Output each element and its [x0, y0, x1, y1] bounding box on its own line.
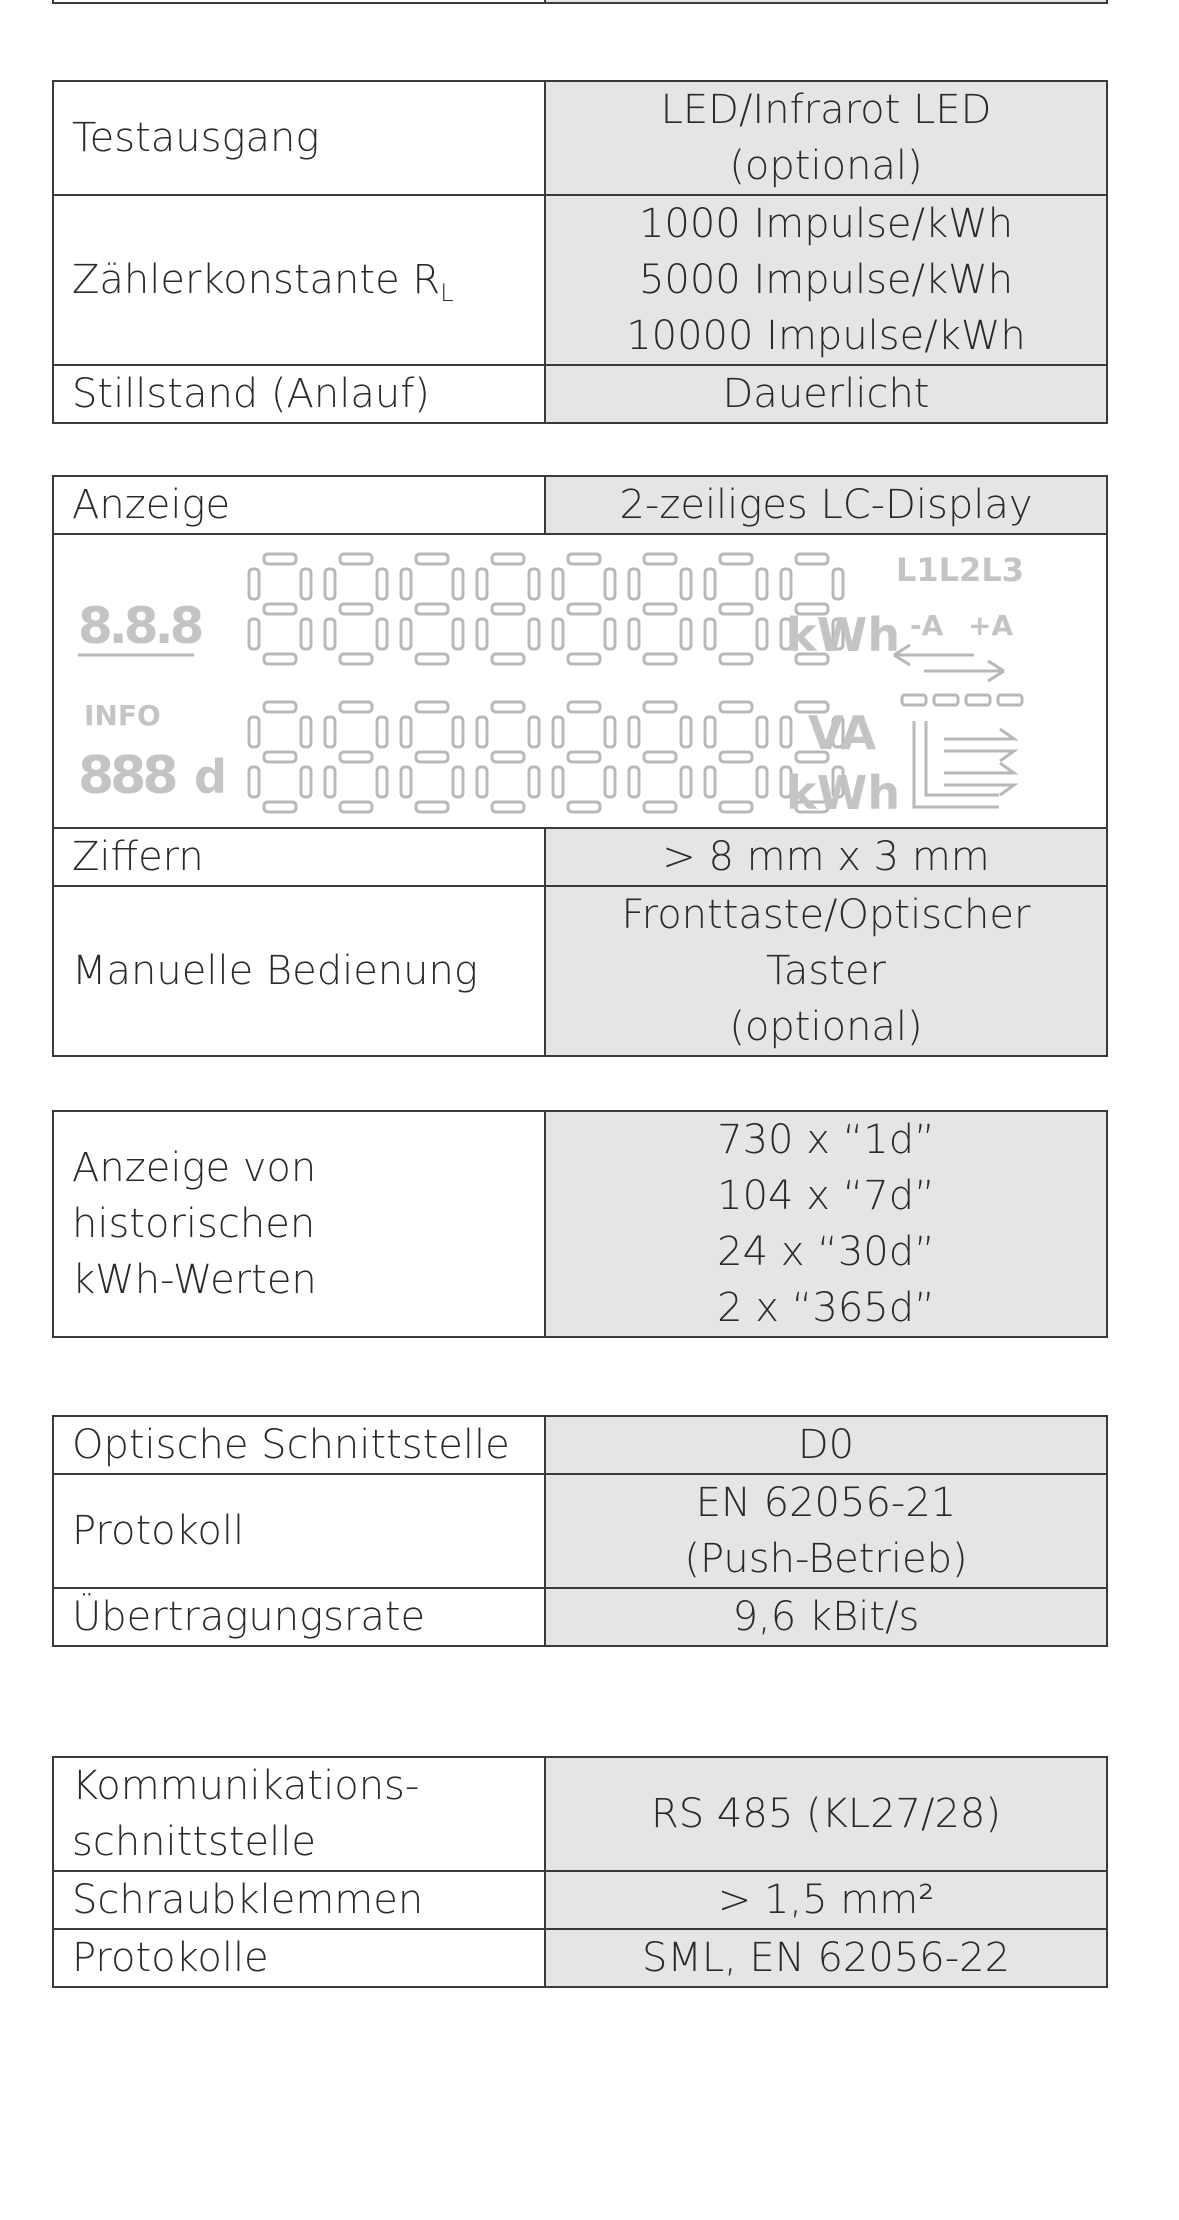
spec-value-line: EN 62056-21 [695, 1480, 957, 1526]
spec-label [53, 1757, 545, 1871]
table-row [53, 1757, 1107, 1871]
spec-table-communication [52, 1756, 1108, 1988]
lcd-digit [553, 554, 615, 664]
lcd-direction-plus: +A [968, 609, 1014, 642]
spec-label [53, 828, 545, 886]
spec-value [545, 1111, 1107, 1337]
spec-label-line: Anzeige [72, 482, 231, 528]
spec-label [53, 1871, 545, 1929]
spec-value [545, 1929, 1107, 1987]
spec-value-line: > 8 mm x 3 mm [662, 834, 990, 880]
spec-label-line: Manuelle Bedienung [72, 948, 478, 994]
table-row [53, 886, 1107, 1056]
spec-label-line: Optische Schnittstelle [72, 1422, 510, 1468]
spec-value-line: Dauerlicht [722, 371, 930, 417]
spec-label [53, 365, 545, 423]
table-row [53, 1588, 1107, 1646]
table-row [53, 1474, 1107, 1588]
spec-value [545, 195, 1107, 365]
spec-value-line: D0 [797, 1422, 855, 1468]
spec-label-line: schnittstelle [72, 1819, 316, 1865]
spec-label-text: Zählerkonstante R [72, 257, 441, 303]
lcd-phases: L1L2L3 [896, 551, 1024, 589]
spec-label [53, 0, 545, 3]
spec-value [545, 1588, 1107, 1646]
spec-value-line: 5000 Impulse/kWh [638, 257, 1014, 303]
spec-label-line: Kommunikations- [72, 1763, 420, 1809]
spec-value-line: 1000 Impulse/kWh [638, 201, 1014, 247]
segment-bar-icon [902, 695, 1022, 705]
double-arrow-box-icon [914, 721, 1014, 807]
lcd-digit [629, 702, 691, 812]
spec-value-line: 24 x “30d” [717, 1229, 935, 1275]
spec-table-test-output [52, 80, 1108, 424]
spec-value [545, 1871, 1107, 1929]
spec-label-line: Schraubklemmen [72, 1877, 424, 1923]
spec-value-line: RS 485 (KL27/28) [651, 1791, 1001, 1837]
lcd-row1-unit: kWh [786, 608, 901, 662]
spec-value-line: Fronttaste/Optischer Taster [621, 892, 1031, 994]
spec-label-line: historischen [72, 1201, 316, 1247]
spec-table-display [52, 475, 1108, 1057]
spec-table-history [52, 1110, 1108, 1338]
lcd-display-illustration [54, 535, 1110, 827]
spec-value [545, 828, 1107, 886]
spec-label-line: Testausgang [72, 115, 320, 161]
table-row [53, 534, 1107, 828]
spec-label-line: Protokolle [72, 1935, 269, 1981]
spec-value [545, 81, 1107, 195]
lcd-digit [325, 554, 387, 664]
spec-value [545, 886, 1107, 1056]
spec-value-line: 104 x “7d” [717, 1173, 935, 1219]
spec-label [53, 1929, 545, 1987]
spec-label-line: kWh-Werten [72, 1257, 317, 1303]
spec-table-optical-interface [52, 1415, 1108, 1647]
lcd-digit [553, 702, 615, 812]
table-row [53, 1416, 1107, 1474]
spec-value-line: 2-zeiliges LC-Display [619, 482, 1033, 528]
lcd-digit [401, 702, 463, 812]
spec-label-line: Stillstand (Anlauf) [72, 371, 430, 417]
lcd-digit [249, 554, 311, 664]
lcd-row2-prefix-suffix: d [194, 750, 227, 804]
table-row [53, 81, 1107, 195]
lcd-row2-digits [249, 702, 843, 812]
lcd-digit [705, 702, 767, 812]
spec-label [53, 195, 545, 365]
lcd-digit [705, 554, 767, 664]
spec-label-line [72, 252, 526, 308]
lcd-digit [325, 702, 387, 812]
table-row [53, 195, 1107, 365]
spec-label-line: Ziffern [72, 834, 204, 880]
spec-value-line: 2 x “365d” [717, 1285, 935, 1331]
lcd-row2-info: INFO [84, 699, 161, 732]
spec-label [53, 1416, 545, 1474]
table-row [53, 476, 1107, 534]
spec-label-line: Übertragungsrate [72, 1594, 426, 1640]
table-row [53, 828, 1107, 886]
spec-value-line: 10000 Impulse/kWh [626, 313, 1026, 359]
spec-value-line: 730 x “1d” [717, 1117, 935, 1163]
table-row [53, 1871, 1107, 1929]
lcd-row2-unit-bottom: kWh [786, 766, 901, 820]
lcd-digit [249, 702, 311, 812]
spec-value [545, 365, 1107, 423]
spec-value-line: (Push-Betrieb) [684, 1536, 968, 1582]
lcd-row1-prefix: 8.8.8 [78, 597, 201, 655]
spec-label [53, 1474, 545, 1588]
spec-value-line: (optional) [729, 1004, 923, 1050]
spec-value [545, 1757, 1107, 1871]
lcd-digit [477, 554, 539, 664]
spec-value [545, 1474, 1107, 1588]
table-row [53, 0, 1107, 3]
lcd-row1-digits [249, 554, 843, 664]
spec-value [545, 1416, 1107, 1474]
lcd-digit [401, 554, 463, 664]
spec-table-cut-top [52, 0, 1108, 4]
spec-value [545, 476, 1107, 534]
spec-value-line: SML, EN 62056-22 [641, 1935, 1011, 1981]
spec-label [53, 886, 545, 1056]
spec-label-line: Protokoll [72, 1508, 245, 1554]
spec-label-subscript: L [440, 279, 454, 307]
lcd-digit [629, 554, 691, 664]
lcd-cell [53, 534, 1107, 828]
arrow-left-right-icon [894, 645, 1004, 681]
spec-value [545, 0, 1107, 3]
spec-label [53, 1588, 545, 1646]
lcd-row2-prefix: 888 [78, 746, 175, 806]
lcd-digit [477, 702, 539, 812]
lcd-direction-minus: -A [910, 609, 944, 642]
spec-value-line: 9,6 kBit/s [732, 1594, 920, 1640]
table-row [53, 1111, 1107, 1337]
table-row [53, 365, 1107, 423]
spec-label [53, 81, 545, 195]
spec-value-line: > 1,5 mm² [717, 1877, 935, 1923]
spec-label [53, 1111, 545, 1337]
spec-label [53, 476, 545, 534]
spec-label-line: Anzeige von [72, 1145, 317, 1191]
table-row [53, 1929, 1107, 1987]
spec-value-line: LED/Infrarot LED (optional) [660, 87, 992, 189]
lcd-row2-unit-top: VA [808, 706, 877, 760]
